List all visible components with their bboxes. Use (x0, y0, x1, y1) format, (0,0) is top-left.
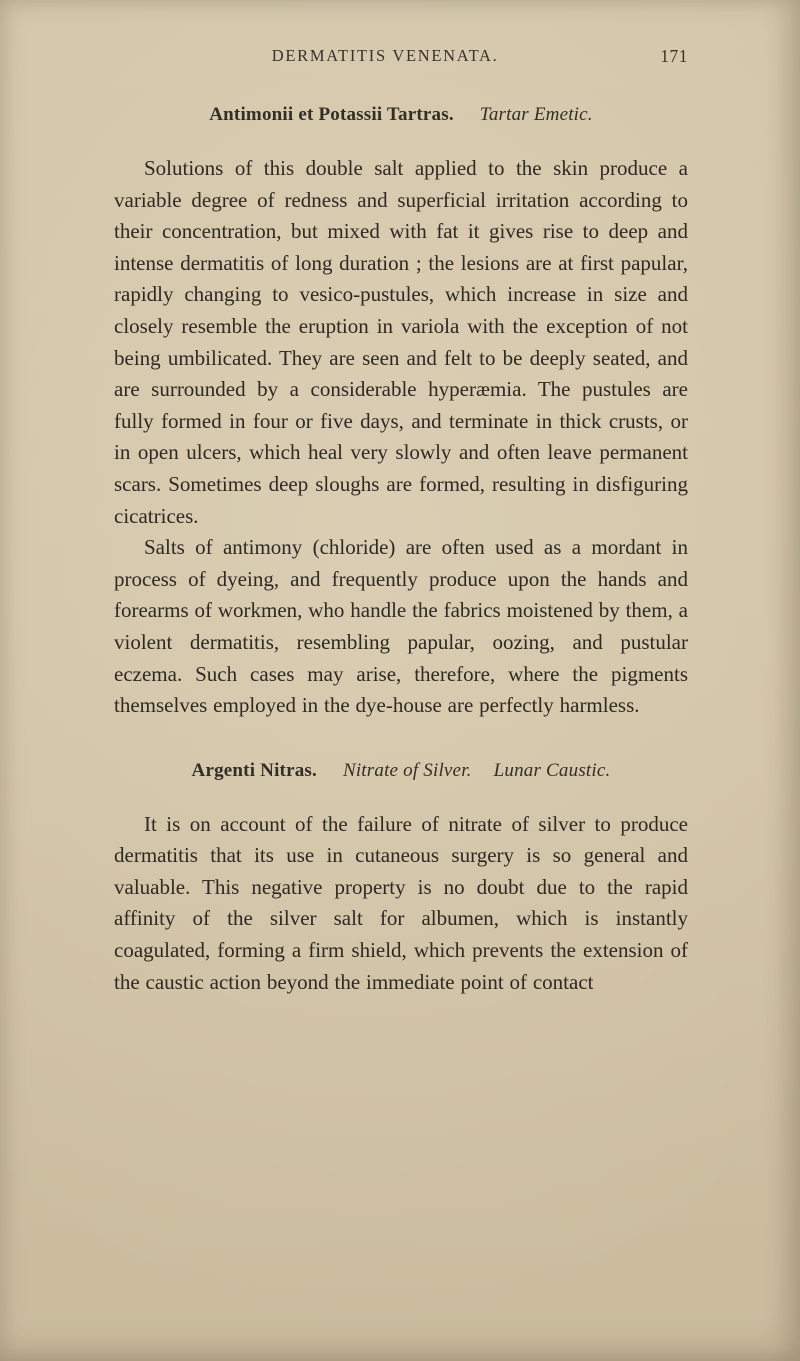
page-number: 171 (660, 46, 688, 66)
section-latin-name: Argenti Nitras. (191, 759, 317, 781)
section-heading-argenti (114, 760, 688, 782)
paragraph-antimonii-1: Solutions of this double salt applied to the skin produce a variable degree of redness and superficial irritation according to their concentration, but mixed with fat it gives rise to deep and intense dermatitis of long duration ; the lesions are at first papular, rapidly changing to vesico-pustules, which increase in size and closely resemble the eruption in variola with the exception of not being umbilicated. They are seen and felt to be deeply seated, and are surrounded by a considerable hyperæmia. The pustules are fully formed in four or five days, and terminate in thick crusts, or in open ulcers, which heal very slowly and often leave permanent scars. Sometimes deep sloughs are formed, resulting in disfiguring cicatrices. (114, 156, 688, 528)
section-heading-antimonii (114, 104, 688, 126)
paragraph-antimonii-2: Salts of antimony (chloride) are often used as a mordant in process of dyeing, and frequently produce upon the hands and forearms of workmen, who handle the fabrics moistened by them, a violent dermatitis, resembling papular, oozing, and pustular eczema. Such cases may arise, therefore, where the pigments themselves employed in the dye-house are perfectly harmless. (114, 535, 688, 718)
text-block (114, 46, 688, 998)
section-common-name-2: Lunar Caustic. (493, 759, 611, 781)
section-common-name: Nitrate of Silver. (342, 759, 472, 781)
section-common-name: Tartar Emetic. (479, 104, 593, 125)
section-latin-name: Antimonii et Potassii Tartras. (209, 104, 454, 125)
running-head (114, 46, 688, 70)
paragraph-argenti-1: It is on account of the failure of nitrate of silver to produce dermatitis that its use in cutaneous surgery is so general and valuable. This negative property is no doubt due to the rapid affinity of the silver salt for albumen, which is instantly coagulated, forming a firm shield, which prevents the extension of the caustic action beyond the immediate point of contact (114, 811, 688, 994)
running-head-title: DERMATITIS VENENATA. (271, 46, 499, 65)
